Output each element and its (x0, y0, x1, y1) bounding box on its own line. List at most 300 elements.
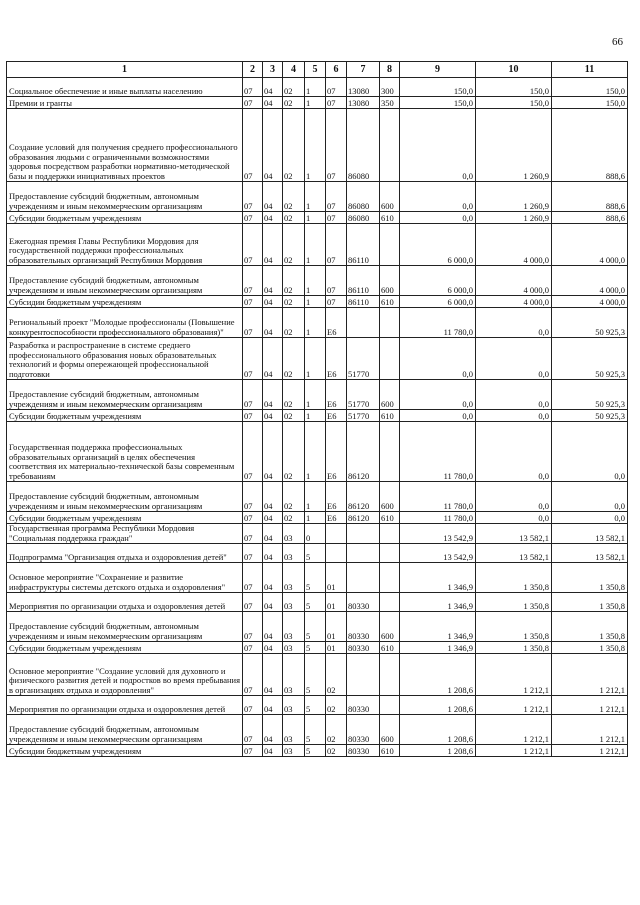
amount-9-cell: 11 780,0 (400, 482, 476, 512)
code-2-cell: 07 (243, 544, 263, 563)
code-3-cell: 04 (263, 308, 283, 338)
code-6-cell: 01 (326, 593, 347, 612)
amount-10-cell: 1 350,8 (476, 612, 552, 642)
code-2-cell: 07 (243, 422, 263, 482)
code-7-cell: 86110 (347, 266, 380, 296)
code-7-cell: 80330 (347, 715, 380, 745)
code-5-cell: 0 (305, 524, 326, 544)
code-5-cell: 1 (305, 182, 326, 212)
amount-10-cell: 150,0 (476, 97, 552, 109)
table-row (7, 654, 628, 696)
row-name-cell: Региональный проект "Молодые профессионалы (Повышение конкурентоспособности профессионального образования)" (7, 308, 243, 338)
row-name-cell: Основное мероприятие "Сохранение и развитие инфраструктуры системы детского отдыха и оздоровления" (7, 563, 243, 593)
code-7-cell: 80330 (347, 696, 380, 715)
amount-10-cell: 1 260,9 (476, 109, 552, 182)
column-header: 3 (263, 62, 283, 78)
amount-11-cell: 888,6 (552, 212, 628, 224)
code-6-cell: E6 (326, 308, 347, 338)
table-row (7, 745, 628, 757)
code-4-cell: 03 (283, 745, 305, 757)
code-8-cell (380, 563, 400, 593)
row-name-cell: Премии и гранты (7, 97, 243, 109)
amount-9-cell: 1 346,9 (400, 642, 476, 654)
table-row (7, 482, 628, 512)
code-3-cell: 04 (263, 715, 283, 745)
row-name-cell: Предоставление субсидий бюджетным, автономным учреждениям и иным некоммерческим организациям (7, 266, 243, 296)
code-6-cell: 07 (326, 182, 347, 212)
amount-11-cell: 13 582,1 (552, 544, 628, 563)
code-3-cell: 04 (263, 109, 283, 182)
amount-11-cell: 50 925,3 (552, 410, 628, 422)
code-5-cell: 1 (305, 338, 326, 380)
code-4-cell: 02 (283, 266, 305, 296)
code-5-cell: 1 (305, 422, 326, 482)
table-row (7, 410, 628, 422)
code-4-cell: 02 (283, 512, 305, 524)
amount-9-cell: 1 346,9 (400, 593, 476, 612)
code-4-cell: 03 (283, 642, 305, 654)
code-3-cell: 04 (263, 642, 283, 654)
code-8-cell: 600 (380, 482, 400, 512)
code-6-cell: E6 (326, 410, 347, 422)
code-6-cell: E6 (326, 380, 347, 410)
amount-9-cell: 0,0 (400, 212, 476, 224)
code-8-cell: 610 (380, 296, 400, 308)
code-7-cell: 51770 (347, 338, 380, 380)
table-row (7, 212, 628, 224)
code-3-cell: 04 (263, 410, 283, 422)
row-name-cell: Предоставление субсидий бюджетным, автономным учреждениям и иным некоммерческим организациям (7, 482, 243, 512)
code-3-cell: 04 (263, 745, 283, 757)
code-4-cell: 02 (283, 410, 305, 422)
row-name-cell: Субсидии бюджетным учреждениям (7, 512, 243, 524)
code-6-cell: E6 (326, 482, 347, 512)
code-7-cell: 86120 (347, 512, 380, 524)
code-5-cell: 1 (305, 78, 326, 97)
table-row (7, 563, 628, 593)
code-4-cell: 03 (283, 612, 305, 642)
code-2-cell: 07 (243, 308, 263, 338)
code-5-cell: 5 (305, 696, 326, 715)
code-5-cell: 1 (305, 212, 326, 224)
row-name-cell: Мероприятия по организации отдыха и оздоровления детей (7, 696, 243, 715)
amount-11-cell: 1 350,8 (552, 642, 628, 654)
code-4-cell: 02 (283, 97, 305, 109)
code-8-cell (380, 338, 400, 380)
amount-11-cell: 888,6 (552, 182, 628, 212)
amount-11-cell: 888,6 (552, 109, 628, 182)
row-name-cell: Разработка и распространение в системе среднего профессионального образования новых образовательных технологий и формы опережающей профессиональной подготовки (7, 338, 243, 380)
code-3-cell: 04 (263, 97, 283, 109)
code-5-cell: 5 (305, 612, 326, 642)
code-2-cell: 07 (243, 745, 263, 757)
amount-11-cell: 4 000,0 (552, 296, 628, 308)
amount-9-cell: 1 208,6 (400, 654, 476, 696)
table-header-row (7, 62, 628, 78)
row-name-cell: Субсидии бюджетным учреждениям (7, 410, 243, 422)
table-row (7, 97, 628, 109)
table-row (7, 422, 628, 482)
code-5-cell: 1 (305, 410, 326, 422)
code-5-cell: 5 (305, 642, 326, 654)
column-header: 7 (347, 62, 380, 78)
code-2-cell: 07 (243, 696, 263, 715)
code-5-cell: 5 (305, 593, 326, 612)
code-2-cell: 07 (243, 482, 263, 512)
code-6-cell: 02 (326, 654, 347, 696)
code-4-cell: 02 (283, 212, 305, 224)
code-3-cell: 04 (263, 593, 283, 612)
code-2-cell: 07 (243, 224, 263, 266)
row-name-cell: Государственная поддержка профессиональных образовательных организаций в целях обеспечения соответствия их материально-технической базы современным требованиям (7, 422, 243, 482)
code-4-cell: 03 (283, 544, 305, 563)
table-row (7, 544, 628, 563)
amount-10-cell: 0,0 (476, 380, 552, 410)
amount-11-cell: 0,0 (552, 512, 628, 524)
code-6-cell: 07 (326, 78, 347, 97)
code-7-cell (347, 654, 380, 696)
table-row (7, 642, 628, 654)
code-3-cell: 04 (263, 296, 283, 308)
code-5-cell: 1 (305, 308, 326, 338)
code-3-cell: 04 (263, 654, 283, 696)
code-7-cell: 13080 (347, 97, 380, 109)
amount-10-cell: 0,0 (476, 308, 552, 338)
code-4-cell: 03 (283, 524, 305, 544)
table-row (7, 224, 628, 266)
table-row (7, 612, 628, 642)
code-7-cell: 86080 (347, 182, 380, 212)
amount-11-cell: 50 925,3 (552, 380, 628, 410)
code-7-cell (347, 308, 380, 338)
code-8-cell (380, 593, 400, 612)
code-3-cell: 04 (263, 78, 283, 97)
table-row (7, 308, 628, 338)
column-header: 11 (552, 62, 628, 78)
code-3-cell: 04 (263, 563, 283, 593)
code-4-cell: 02 (283, 296, 305, 308)
row-name-cell: Предоставление субсидий бюджетным, автономным учреждениям и иным некоммерческим организациям (7, 380, 243, 410)
code-2-cell: 07 (243, 410, 263, 422)
row-name-cell: Подпрограмма "Организация отдыха и оздоровления детей" (7, 544, 243, 563)
page-number: 66 (612, 36, 623, 48)
amount-11-cell: 0,0 (552, 422, 628, 482)
column-header: 2 (243, 62, 263, 78)
code-6-cell: 01 (326, 612, 347, 642)
code-6-cell: 02 (326, 745, 347, 757)
amount-9-cell: 1 208,6 (400, 715, 476, 745)
code-8-cell: 600 (380, 715, 400, 745)
row-name-cell: Субсидии бюджетным учреждениям (7, 642, 243, 654)
code-3-cell: 04 (263, 512, 283, 524)
code-8-cell: 610 (380, 212, 400, 224)
amount-10-cell: 1 212,1 (476, 696, 552, 715)
code-7-cell (347, 563, 380, 593)
amount-10-cell: 13 582,1 (476, 544, 552, 563)
amount-9-cell: 13 542,9 (400, 544, 476, 563)
amount-11-cell: 4 000,0 (552, 224, 628, 266)
amount-9-cell: 1 208,6 (400, 745, 476, 757)
code-3-cell: 04 (263, 338, 283, 380)
code-7-cell: 80330 (347, 745, 380, 757)
code-6-cell (326, 524, 347, 544)
code-8-cell: 610 (380, 642, 400, 654)
code-6-cell: 07 (326, 97, 347, 109)
code-6-cell: E6 (326, 338, 347, 380)
amount-11-cell: 50 925,3 (552, 308, 628, 338)
column-header: 9 (400, 62, 476, 78)
code-3-cell: 04 (263, 696, 283, 715)
code-5-cell: 1 (305, 224, 326, 266)
column-header: 8 (380, 62, 400, 78)
code-3-cell: 04 (263, 422, 283, 482)
amount-11-cell: 1 212,1 (552, 715, 628, 745)
code-2-cell: 07 (243, 97, 263, 109)
code-7-cell: 80330 (347, 612, 380, 642)
code-8-cell: 610 (380, 745, 400, 757)
code-7-cell: 86080 (347, 212, 380, 224)
amount-9-cell: 150,0 (400, 97, 476, 109)
code-2-cell: 07 (243, 654, 263, 696)
amount-11-cell: 0,0 (552, 482, 628, 512)
amount-9-cell: 1 208,6 (400, 696, 476, 715)
code-4-cell: 02 (283, 422, 305, 482)
code-6-cell: 01 (326, 563, 347, 593)
code-4-cell: 02 (283, 78, 305, 97)
code-4-cell: 03 (283, 563, 305, 593)
code-5-cell: 5 (305, 654, 326, 696)
code-2-cell: 07 (243, 380, 263, 410)
code-8-cell (380, 109, 400, 182)
amount-9-cell: 11 780,0 (400, 308, 476, 338)
code-6-cell: 07 (326, 109, 347, 182)
amount-11-cell: 1 212,1 (552, 654, 628, 696)
code-5-cell: 5 (305, 715, 326, 745)
amount-11-cell: 150,0 (552, 97, 628, 109)
code-6-cell: 07 (326, 212, 347, 224)
code-3-cell: 04 (263, 380, 283, 410)
code-8-cell: 600 (380, 612, 400, 642)
amount-9-cell: 0,0 (400, 109, 476, 182)
row-name-cell: Субсидии бюджетным учреждениям (7, 745, 243, 757)
code-8-cell: 600 (380, 266, 400, 296)
code-5-cell: 1 (305, 266, 326, 296)
amount-9-cell: 13 542,9 (400, 524, 476, 544)
amount-10-cell: 13 582,1 (476, 524, 552, 544)
amount-10-cell: 4 000,0 (476, 296, 552, 308)
column-header: 1 (7, 62, 243, 78)
amount-9-cell: 11 780,0 (400, 512, 476, 524)
row-name-cell: Предоставление субсидий бюджетным, автономным учреждениям и иным некоммерческим организациям (7, 715, 243, 745)
amount-10-cell: 0,0 (476, 410, 552, 422)
amount-9-cell: 0,0 (400, 410, 476, 422)
code-5-cell: 1 (305, 512, 326, 524)
amount-9-cell: 1 346,9 (400, 612, 476, 642)
amount-10-cell: 4 000,0 (476, 266, 552, 296)
table-row (7, 296, 628, 308)
code-3-cell: 04 (263, 212, 283, 224)
column-header: 4 (283, 62, 305, 78)
table-row (7, 512, 628, 524)
amount-10-cell: 0,0 (476, 338, 552, 380)
code-2-cell: 07 (243, 563, 263, 593)
code-5-cell: 1 (305, 296, 326, 308)
table-row (7, 593, 628, 612)
code-7-cell: 80330 (347, 642, 380, 654)
code-4-cell: 02 (283, 182, 305, 212)
code-6-cell: 02 (326, 715, 347, 745)
column-header: 5 (305, 62, 326, 78)
table-row (7, 696, 628, 715)
code-6-cell: E6 (326, 422, 347, 482)
code-7-cell: 51770 (347, 380, 380, 410)
code-2-cell: 07 (243, 524, 263, 544)
amount-10-cell: 1 260,9 (476, 212, 552, 224)
code-2-cell: 07 (243, 212, 263, 224)
code-2-cell: 07 (243, 715, 263, 745)
amount-9-cell: 6 000,0 (400, 266, 476, 296)
code-8-cell (380, 544, 400, 563)
row-name-cell: Предоставление субсидий бюджетным, автономным учреждениям и иным некоммерческим организациям (7, 182, 243, 212)
code-6-cell: 07 (326, 224, 347, 266)
code-3-cell: 04 (263, 182, 283, 212)
code-4-cell: 02 (283, 380, 305, 410)
amount-10-cell: 1 212,1 (476, 654, 552, 696)
code-7-cell: 80330 (347, 593, 380, 612)
amount-9-cell: 6 000,0 (400, 296, 476, 308)
code-4-cell: 02 (283, 224, 305, 266)
amount-10-cell: 0,0 (476, 512, 552, 524)
code-4-cell: 02 (283, 338, 305, 380)
code-7-cell: 86110 (347, 296, 380, 308)
code-2-cell: 07 (243, 593, 263, 612)
amount-9-cell: 1 346,9 (400, 563, 476, 593)
amount-10-cell: 1 350,8 (476, 593, 552, 612)
code-7-cell: 13080 (347, 78, 380, 97)
code-8-cell (380, 224, 400, 266)
code-6-cell: 02 (326, 696, 347, 715)
amount-11-cell: 1 350,8 (552, 593, 628, 612)
row-name-cell: Субсидии бюджетным учреждениям (7, 212, 243, 224)
amount-11-cell: 1 212,1 (552, 696, 628, 715)
code-6-cell: 07 (326, 296, 347, 308)
code-3-cell: 04 (263, 612, 283, 642)
row-name-cell: Мероприятия по организации отдыха и оздоровления детей (7, 593, 243, 612)
code-5-cell: 5 (305, 563, 326, 593)
column-header: 6 (326, 62, 347, 78)
code-8-cell (380, 696, 400, 715)
code-5-cell: 1 (305, 380, 326, 410)
code-5-cell: 1 (305, 97, 326, 109)
row-name-cell: Основное мероприятие "Создание условий для духовного и физического развития детей и подростков во время пребывания в организациях отдыха и оздоровления" (7, 654, 243, 696)
code-5-cell: 1 (305, 109, 326, 182)
amount-10-cell: 1 212,1 (476, 715, 552, 745)
column-header: 10 (476, 62, 552, 78)
code-8-cell: 600 (380, 380, 400, 410)
code-7-cell: 86080 (347, 109, 380, 182)
amount-9-cell: 150,0 (400, 78, 476, 97)
row-name-cell: Субсидии бюджетным учреждениям (7, 296, 243, 308)
code-2-cell: 07 (243, 296, 263, 308)
code-4-cell: 03 (283, 654, 305, 696)
code-8-cell: 300 (380, 78, 400, 97)
amount-11-cell: 4 000,0 (552, 266, 628, 296)
row-name-cell: Социальное обеспечение и иные выплаты населению (7, 78, 243, 97)
amount-11-cell: 1 350,8 (552, 612, 628, 642)
amount-10-cell: 1 212,1 (476, 745, 552, 757)
table-row (7, 338, 628, 380)
amount-11-cell: 1 350,8 (552, 563, 628, 593)
code-8-cell: 610 (380, 512, 400, 524)
table-row (7, 524, 628, 544)
code-7-cell: 86120 (347, 482, 380, 512)
amount-9-cell: 11 780,0 (400, 422, 476, 482)
code-2-cell: 07 (243, 612, 263, 642)
code-3-cell: 04 (263, 482, 283, 512)
code-8-cell (380, 308, 400, 338)
code-7-cell: 51770 (347, 410, 380, 422)
code-4-cell: 03 (283, 715, 305, 745)
table-row (7, 266, 628, 296)
code-8-cell (380, 524, 400, 544)
code-4-cell: 02 (283, 109, 305, 182)
amount-10-cell: 1 350,8 (476, 642, 552, 654)
amount-11-cell: 150,0 (552, 78, 628, 97)
code-2-cell: 07 (243, 512, 263, 524)
amount-10-cell: 4 000,0 (476, 224, 552, 266)
code-2-cell: 07 (243, 338, 263, 380)
code-2-cell: 07 (243, 182, 263, 212)
amount-10-cell: 0,0 (476, 422, 552, 482)
code-8-cell: 350 (380, 97, 400, 109)
code-6-cell: 07 (326, 266, 347, 296)
amount-11-cell: 1 212,1 (552, 745, 628, 757)
code-3-cell: 04 (263, 544, 283, 563)
code-3-cell: 04 (263, 224, 283, 266)
table-row (7, 380, 628, 410)
code-2-cell: 07 (243, 109, 263, 182)
code-5-cell: 5 (305, 745, 326, 757)
code-5-cell: 5 (305, 544, 326, 563)
code-8-cell: 610 (380, 410, 400, 422)
budget-table (6, 61, 628, 757)
code-8-cell: 600 (380, 182, 400, 212)
code-7-cell (347, 524, 380, 544)
table-row (7, 78, 628, 97)
code-8-cell (380, 422, 400, 482)
amount-11-cell: 13 582,1 (552, 524, 628, 544)
code-2-cell: 07 (243, 642, 263, 654)
amount-10-cell: 0,0 (476, 482, 552, 512)
amount-10-cell: 1 260,9 (476, 182, 552, 212)
amount-10-cell: 150,0 (476, 78, 552, 97)
code-6-cell (326, 544, 347, 563)
code-5-cell: 1 (305, 482, 326, 512)
code-2-cell: 07 (243, 78, 263, 97)
code-4-cell: 02 (283, 308, 305, 338)
code-6-cell: E6 (326, 512, 347, 524)
code-6-cell: 01 (326, 642, 347, 654)
code-4-cell: 02 (283, 482, 305, 512)
row-name-cell: Создание условий для получения среднего профессионального образования людьми с ограниченными возможностями здоровья посредством разработки нормативно-методической базы и поддержки инициативных проектов (7, 109, 243, 182)
amount-10-cell: 1 350,8 (476, 563, 552, 593)
code-7-cell: 86110 (347, 224, 380, 266)
table-row (7, 109, 628, 182)
code-4-cell: 03 (283, 696, 305, 715)
amount-11-cell: 50 925,3 (552, 338, 628, 380)
row-name-cell: Предоставление субсидий бюджетным, автономным учреждениям и иным некоммерческим организациям (7, 612, 243, 642)
code-3-cell: 04 (263, 266, 283, 296)
